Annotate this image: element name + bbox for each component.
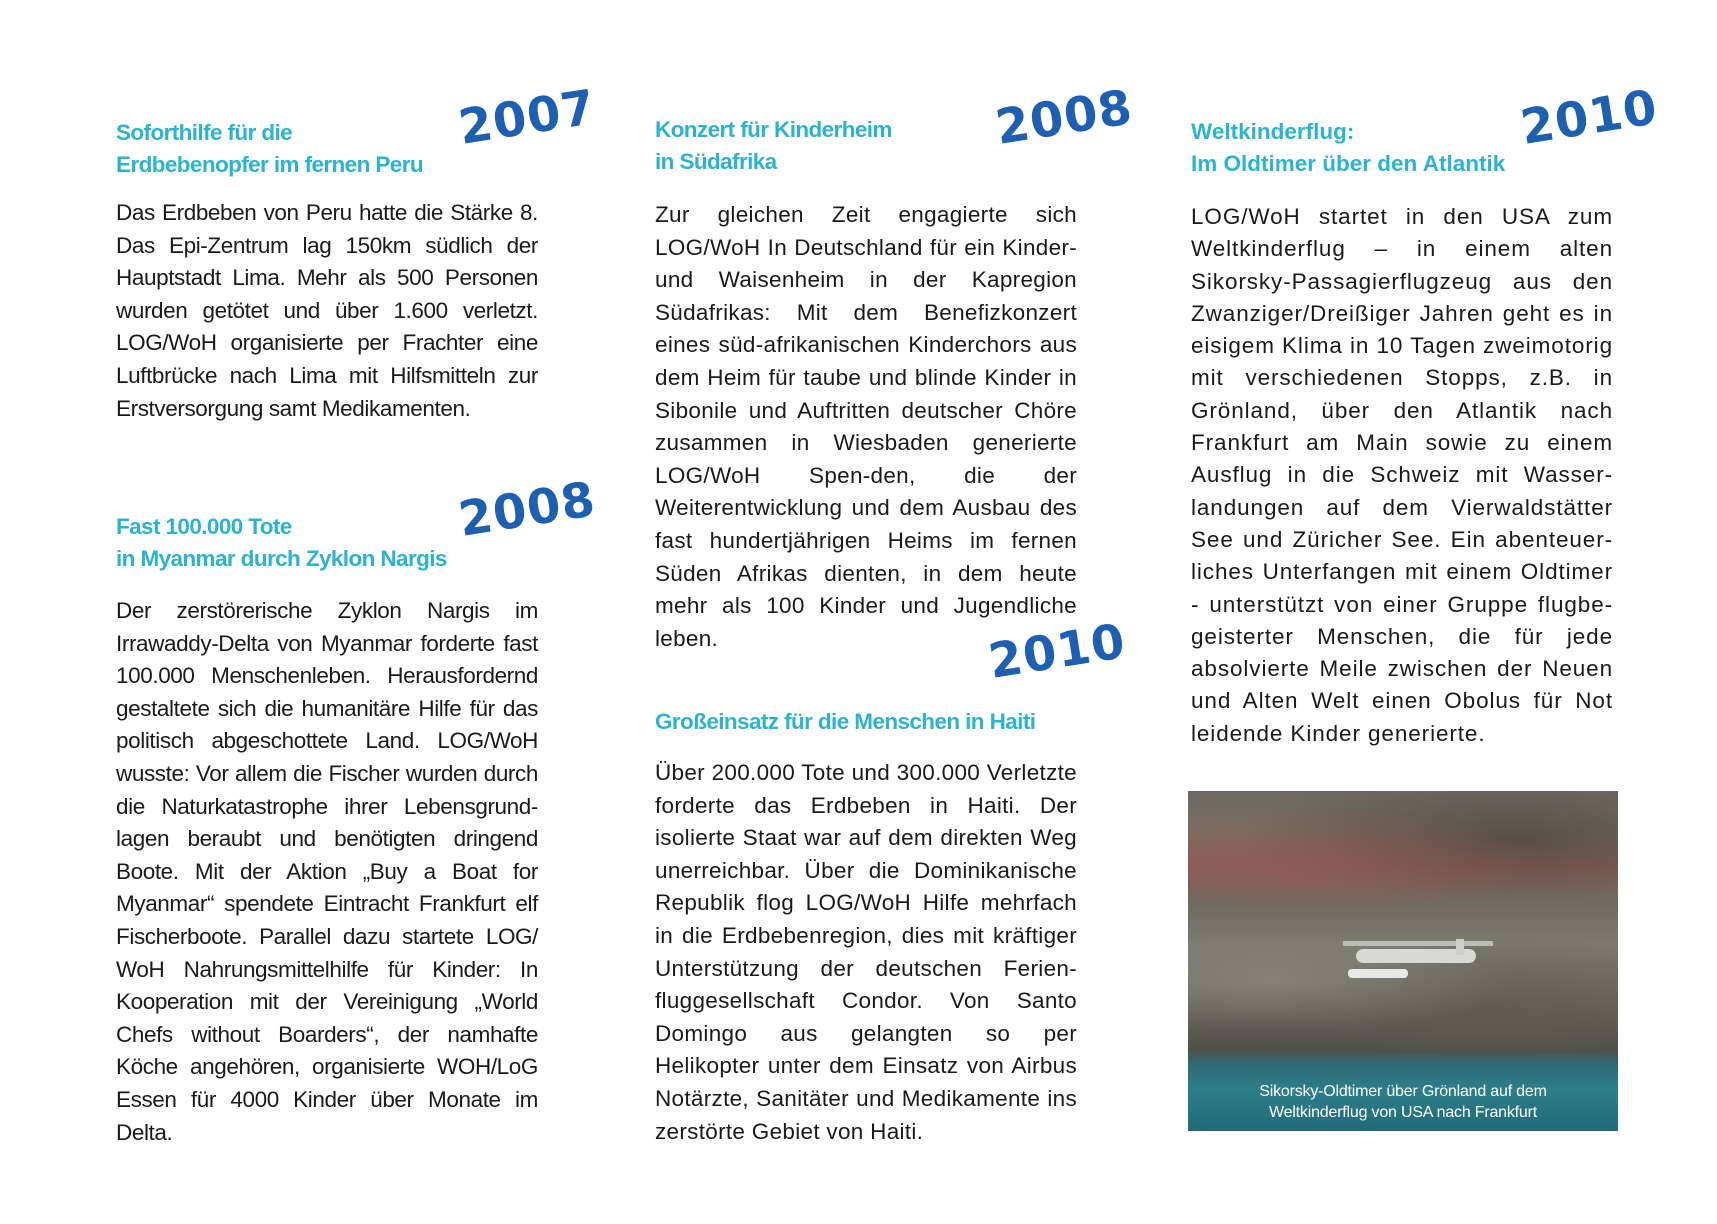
section-suedafrika (655, 114, 1075, 178)
section-headline (1191, 116, 1611, 180)
section-body: Das Erdbeben von Peru hatte die Stärke 8. Das Epi-Zentrum lag 150km südlich der Hauptstadt Lima. Mehr als 500 Personen wurden getötet und über 1.600 verletzt. LOG/WoH organisierte per Frachter eine Luftbrücke nach Lima mit Hilfsmitteln zur Erstversorgung samt Medikamenten. (116, 200, 538, 421)
photo-caption (1188, 1081, 1618, 1123)
headline-line-2: in Myanmar durch Zyklon Nargis (116, 546, 447, 571)
plane-wing (1343, 941, 1493, 946)
headline-line-1: Fast 100.000 Tote (116, 514, 292, 539)
plane-float (1348, 969, 1408, 978)
section-body: Über 200.000 Tote und 300.000 Verletzte forderte das Erdbeben in Haiti. Der isolierte Staat war auf dem direkten Weg unerreichbar. Über die Dominikanische Republik flog LOG/WoH Hilfe mehrfach in die Erdbebenregion, dies mit kräftiger Unterstützung der deutschen Ferien-fluggesellschaft Condor. Von Santo Domingo aus gelangten so per Helikopter unter dem Einsatz von Airbus Notärzte, Sanitäter und Medikamente ins zerstörte Gebiet von Haiti. (655, 760, 1077, 1144)
plane-tail (1456, 939, 1464, 955)
section-body: Zur gleichen Zeit engagierte sich LOG/WoH In Deutschland für ein Kinder- und Waisenheim in der Kapregion Südafrikas: Mit dem Benefizkonzert eines süd-afrikanischen Kinderchors aus dem Heim für taube und blinde Kinder in Sibonile und Auftritten deutscher Chöre zusammen in Wiesbaden generierte LOG/WoH Spen-den, die der Weiterentwicklung und dem Ausbau des fast hundertjährigen Heims im fernen Süden Afrikas dienten, in dem heute mehr als 100 Kinder und Jugendliche leben. (655, 202, 1077, 651)
section-body: Der zerstörerische Zyklon Nargis im Irrawaddy-Delta von Myanmar forderte fast 100.000 Menschenleben. Herausfordernd gestaltete sich die humanitäre Hilfe für das politisch abgeschottete Land. LOG/WoH wusste: Vor allem die Fischer wurden durch die Naturkatastrophe ihrer Lebensgrund-lagen beraubt und benötigten dringend Boote. Mit der Aktion „Buy a Boat for Myanmar“ spendete Eintracht Frankfurt elf Fischerboote. Parallel dazu startete LOG/ WoH Nahrungsmittelhilfe für Kinder: In Kooperation mit der Vereinigung „World Chefs without Boarders“, der namhafte Köche angehören, organisierte WOH/LoG Essen für 4000 Kinder über Monate im Delta. (116, 598, 538, 1145)
headline-line-1: Weltkinderflug: (1191, 119, 1355, 144)
year-badge: 2010 (1516, 79, 1662, 156)
section-weltkinderflug (1191, 116, 1611, 180)
year-badge: 2007 (454, 79, 600, 156)
year-badge: 2008 (454, 471, 600, 548)
year-badge: 2010 (984, 613, 1130, 690)
headline-line-2: in Südafrika (655, 149, 777, 174)
headline-line-2: Im Oldtimer über den Atlantik (1191, 151, 1506, 176)
headline-line-1: Konzert für Kinderheim (655, 117, 892, 142)
section-headline: Großeinsatz für die Menschen in Haiti (655, 709, 1036, 734)
caption-line-2: Weltkinderflug von USA nach Frankfurt (1269, 1104, 1537, 1121)
year-badge: 2008 (991, 79, 1137, 156)
caption-line-1: Sikorsky-Oldtimer über Grönland auf dem (1259, 1083, 1547, 1100)
headline-line-1: Soforthilfe für die (116, 120, 293, 145)
section-headline (116, 511, 536, 575)
sikorsky-photo (1188, 791, 1618, 1131)
section-peru (116, 117, 536, 181)
section-haiti (655, 706, 1095, 738)
photo-rock-texture (1188, 911, 1618, 1051)
headline-line-2: Erdbebenopfer im fernen Peru (116, 152, 424, 177)
photo-rock-texture (1188, 791, 1618, 911)
section-myanmar (116, 511, 536, 575)
section-body: LOG/WoH startet in den USA zum Weltkinderflug – in einem alten Sikorsky-Passagierflugzeug aus den Zwanziger/Dreißiger Jahren geht es in eisigem Klima in 10 Tagen zweimotorig mit verschiedenen Stopps, z.B. in Grönland, über den Atlantik nach Frankfurt am Main sowie zu einem Ausflug in die Schweiz mit Wasser-landungen auf dem Vierwaldstätter See und Züricher See. Ein abenteuer-liches Unterfangen mit einem Oldtimer - unterstützt von einer Gruppe flugbe-geisterter Menschen, die für jede absolvierte Meile zwischen der Neuen und Alten Welt einen Obolus für Not leidende Kinder generierte. (1191, 204, 1613, 746)
section-headline (116, 117, 536, 181)
section-headline (655, 114, 1075, 178)
